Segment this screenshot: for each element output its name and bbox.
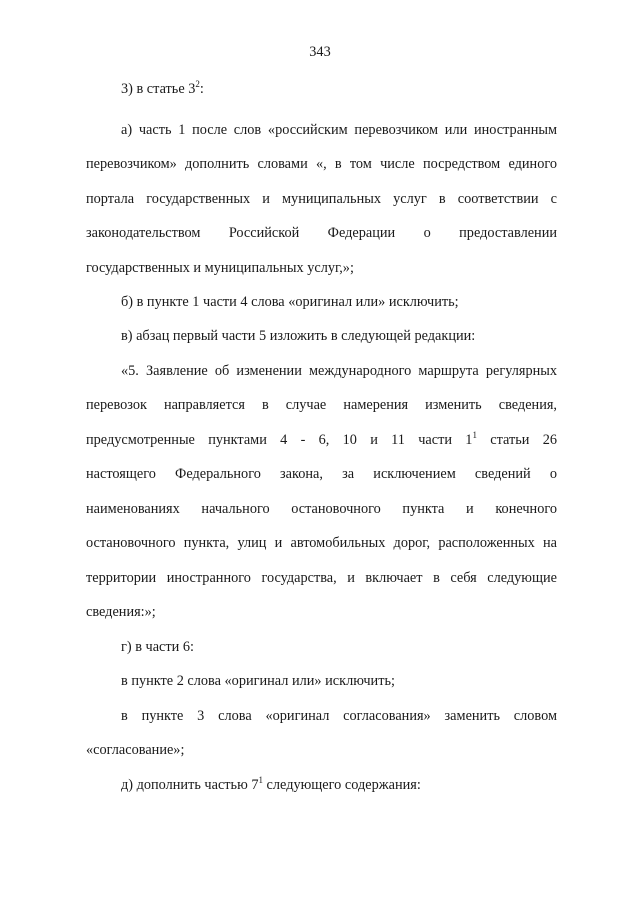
- amendment-item-3-tail: :: [199, 81, 204, 97]
- quote-5-line-2: перевозок направляется в случае намерения изменить сведения,: [86, 397, 557, 413]
- quote-5-line-1: «5. Заявление об изменении международного маршрута регулярных: [121, 363, 557, 379]
- quote-5-line-8: сведения:»;: [86, 604, 156, 620]
- paragraph-a-line-2: перевозчиком» дополнить словами «, в том числе посредством единого: [86, 156, 557, 172]
- superscript-1: 1: [472, 430, 477, 440]
- paragraph-a-line-1: а) часть 1 после слов «российским перевозчиком или иностранным: [121, 122, 557, 138]
- superscript-1: 1: [258, 775, 263, 785]
- paragraph-v: в) абзац первый части 5 изложить в следующей редакции:: [121, 328, 476, 344]
- paragraph-point-2: в пункте 2 слова «оригинал или» исключить;: [121, 673, 395, 689]
- paragraph-a-line-4: законодательством Российской Федерации о предоставлении: [86, 225, 557, 241]
- quote-5-line-3-tail: статьи 26: [476, 432, 557, 448]
- paragraph-point-3-line-1: в пункте 3 слова «оригинал согласования» заменить словом: [121, 708, 557, 724]
- quote-5-line-6: остановочного пункта, улиц и автомобильных дорог, расположенных на: [86, 535, 557, 551]
- paragraph-point-3-line-2: «согласование»;: [86, 742, 185, 758]
- quote-5-line-3-text: предусмотренные пунктами 4 - 6, 10 и 11 части 1: [86, 432, 473, 448]
- paragraph-a-line-3: портала государственных и муниципальных услуг в соответствии с: [86, 191, 557, 207]
- paragraph-a-line-5: государственных и муниципальных услуг,»;: [86, 260, 354, 276]
- paragraph-b: б) в пункте 1 части 4 слова «оригинал или» исключить;: [121, 294, 459, 310]
- amendment-item-3-line: [121, 80, 557, 98]
- amendment-item-3-text: 3) в статье 3: [121, 81, 196, 97]
- paragraph-d-text: д) дополнить частью 7: [121, 777, 259, 793]
- paragraph-d-line: [121, 776, 557, 794]
- quote-5-line-5: наименованиях начального остановочного пункта и конечного: [86, 501, 557, 517]
- quote-5-line-3: [86, 431, 557, 449]
- paragraph-d-tail: следующего содержания:: [262, 777, 421, 793]
- superscript-2: 2: [195, 79, 200, 89]
- quote-5-line-7: территории иностранного государства, и включает в себя следующие: [86, 570, 557, 586]
- paragraph-g: г) в части 6:: [121, 639, 194, 655]
- quote-5-line-4: настоящего Федерального закона, за исключением сведений о: [86, 466, 557, 482]
- page-number: 343: [309, 44, 331, 60]
